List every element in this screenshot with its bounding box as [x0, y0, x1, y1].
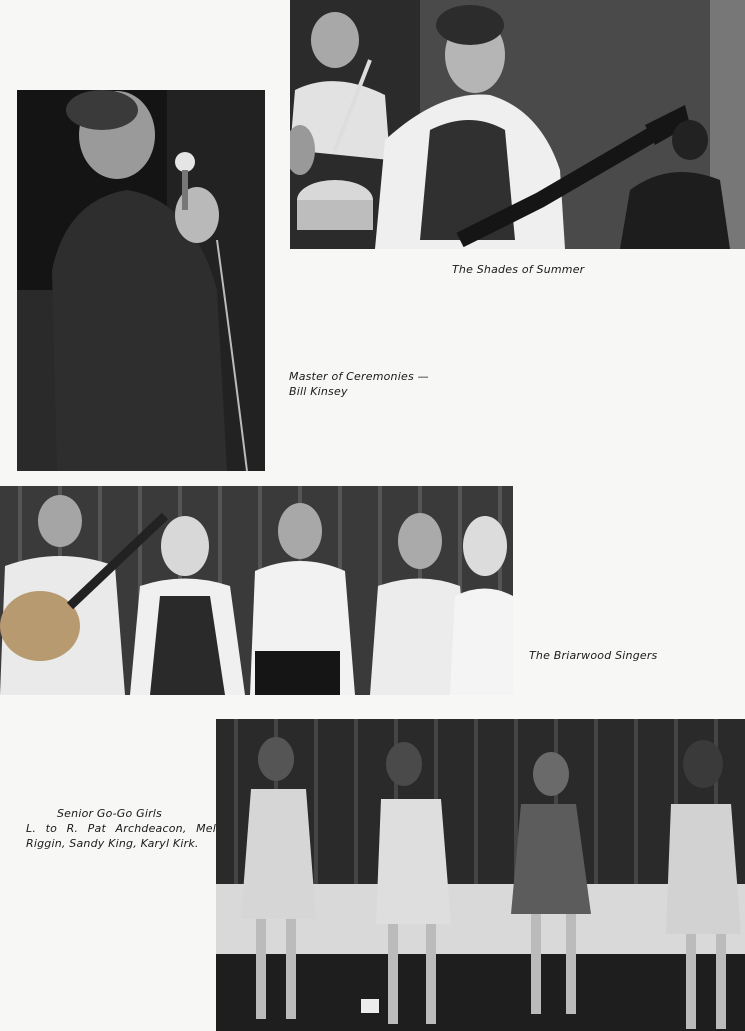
- senior-go-go-girls-names: L. to R. Pat Archdeacon, Mel Riggin, Sandy King, Karyl Kirk.: [26, 822, 216, 850]
- master-of-ceremonies-caption: [289, 369, 429, 399]
- senior-go-go-girls-caption: [26, 806, 216, 851]
- folk-group-illustration: [0, 486, 513, 695]
- briarwood-singers-caption-text: The Briarwood Singers: [529, 649, 658, 662]
- band-illustration: [290, 0, 745, 249]
- shades-of-summer-caption-text: The Shades of Summer: [452, 263, 585, 276]
- briarwood-singers-caption: [529, 648, 658, 663]
- briarwood-singers-photo: [0, 486, 513, 695]
- shades-of-summer-caption: [452, 262, 584, 277]
- master-of-ceremonies-title: Master of Ceremonies —: [289, 370, 429, 383]
- master-of-ceremonies-photo: [17, 90, 265, 471]
- dancers-illustration: [216, 719, 745, 1031]
- senior-go-go-girls-photo: [216, 719, 745, 1031]
- shades-of-summer-photo: [290, 0, 745, 249]
- master-of-ceremonies-name: Bill Kinsey: [289, 385, 348, 398]
- singer-illustration: [17, 90, 265, 471]
- senior-go-go-girls-title: Senior Go-Go Girls: [57, 807, 162, 820]
